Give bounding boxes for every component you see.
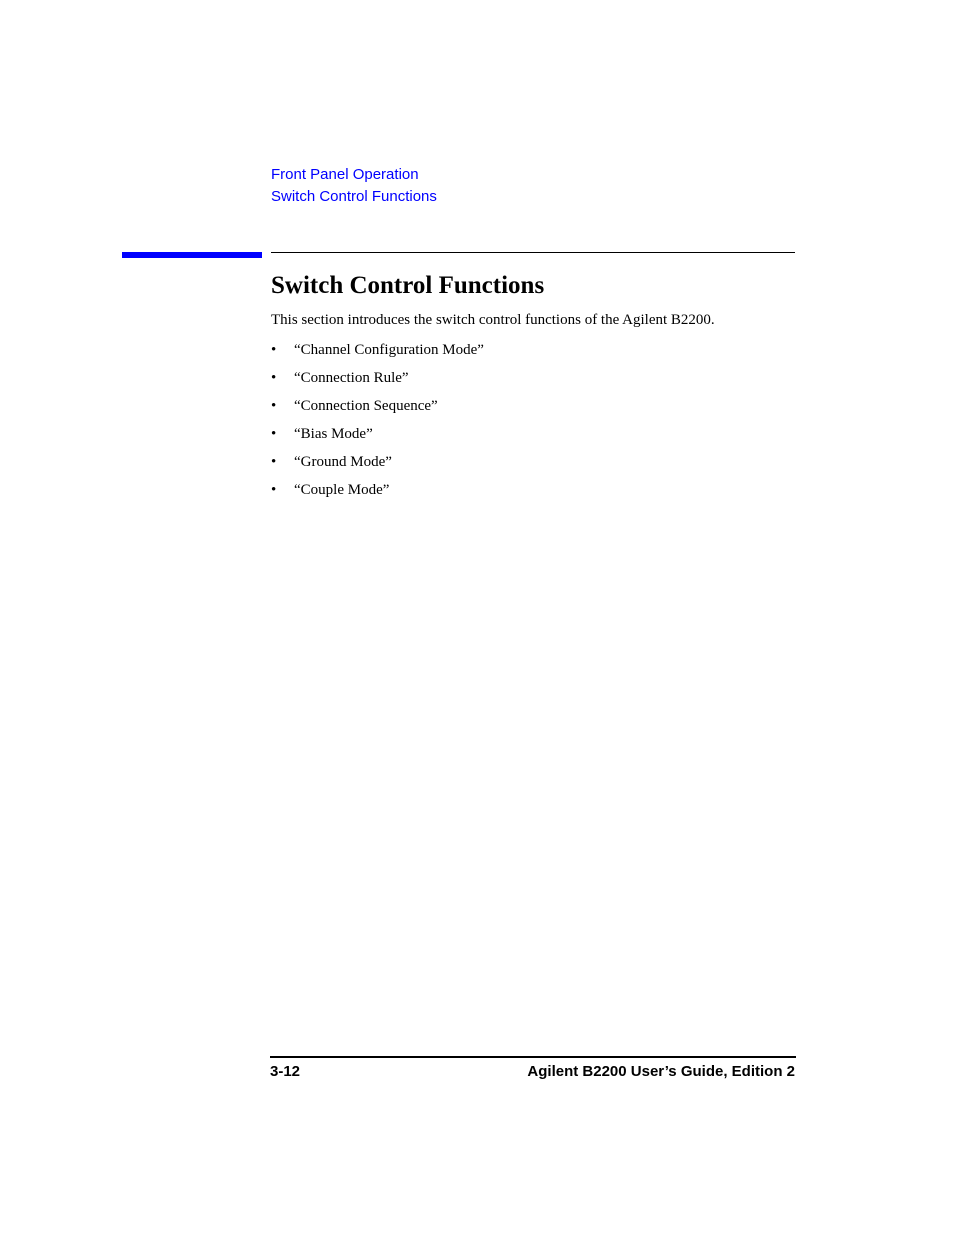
section-title: Switch Control Functions bbox=[271, 272, 545, 299]
footer-divider bbox=[270, 1056, 796, 1058]
list-item[interactable] bbox=[271, 452, 484, 480]
breadcrumb bbox=[271, 164, 437, 208]
bullet-icon: • bbox=[271, 482, 277, 498]
bullet-icon: • bbox=[271, 370, 277, 386]
list-item[interactable] bbox=[271, 480, 484, 508]
bullet-icon: • bbox=[271, 426, 277, 442]
list-item-label: “Couple Mode” bbox=[294, 482, 390, 498]
list-item-label: “Bias Mode” bbox=[294, 426, 373, 442]
bullet-icon: • bbox=[271, 454, 277, 470]
breadcrumb-chapter[interactable]: Front Panel Operation bbox=[271, 166, 419, 183]
section-accent-bar bbox=[122, 252, 262, 258]
list-item-label: “Connection Rule” bbox=[294, 370, 409, 386]
book-title: Agilent B2200 User’s Guide, Edition 2 bbox=[527, 1063, 795, 1080]
list-item-label: “Channel Configuration Mode” bbox=[294, 342, 484, 358]
list-item[interactable] bbox=[271, 396, 484, 424]
page-number: 3-12 bbox=[270, 1063, 301, 1080]
list-item[interactable] bbox=[271, 340, 484, 368]
list-item[interactable] bbox=[271, 424, 484, 452]
list-item[interactable] bbox=[271, 368, 484, 396]
section-intro: This section introduces the switch control functions of the Agilent B2200. bbox=[271, 312, 715, 328]
list-item-label: “Ground Mode” bbox=[294, 454, 392, 470]
bullet-icon: • bbox=[271, 398, 277, 414]
section-divider bbox=[271, 252, 795, 253]
list-item-label: “Connection Sequence” bbox=[294, 398, 438, 414]
bullet-icon: • bbox=[271, 342, 277, 358]
breadcrumb-section[interactable]: Switch Control Functions bbox=[271, 188, 437, 205]
topic-list bbox=[271, 340, 484, 508]
